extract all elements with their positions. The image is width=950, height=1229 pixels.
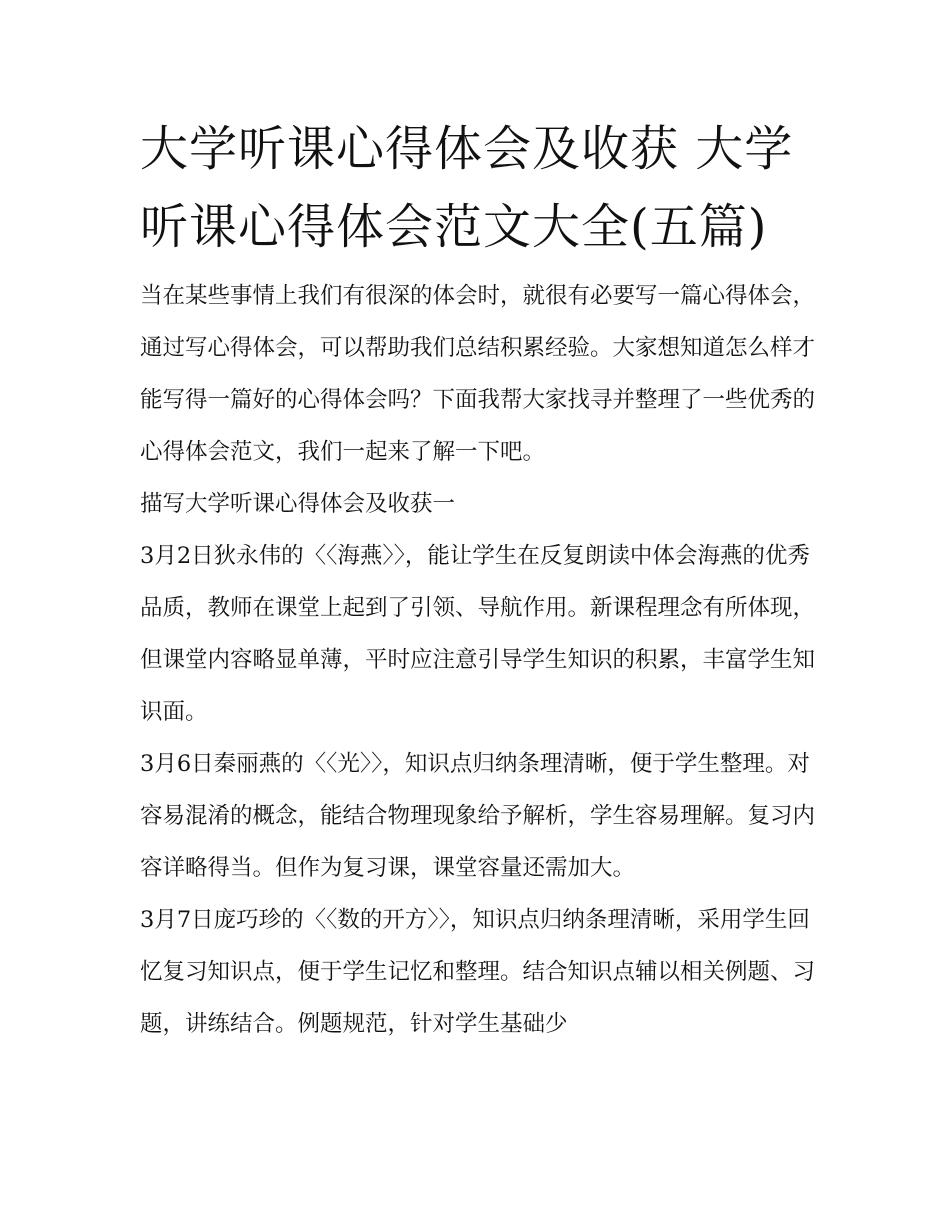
lesson-review-paragraph: 3月6日秦丽燕的〈〈光〉〉，知识点归纳条理清晰，便于学生整理。对容易混淆的概念，能结合物理现象给予解析，学生容易理解。复习内容详略得当。但作为复习课，课堂容量还需加大。 bbox=[140, 751, 816, 881]
lesson-review-paragraph: 3月7日庞巧珍的〈〈数的开方〉〉，知识点归纳条理清晰，采用学生回忆复习知识点，便于学生记忆和整理。结合知识点辅以相关例题、习题，讲练结合。例题规范，针对学生基础少 bbox=[140, 907, 816, 1037]
lesson-review-paragraph: 3月2日狄永伟的〈〈海燕〉〉，能让学生在反复朗读中体会海燕的优秀品质，教师在课堂上起到了引领、导航作用。新课程理念有所体现，但课堂内容略显单薄，平时应注意引导学生知识的积累，丰富学生知识面。 bbox=[140, 543, 816, 725]
document-page bbox=[140, 110, 820, 1050]
document-title: 大学听课心得体会及收获 大学听课心得体会范文大全(五篇) bbox=[140, 121, 794, 255]
section-heading: 描写大学听课心得体会及收获一 bbox=[140, 491, 456, 517]
intro-paragraph: 当在某些事情上我们有很深的体会时，就很有必要写一篇心得体会，通过写心得体会，可以帮助我们总结积累经验。大家想知道怎么样才能写得一篇好的心得体会吗？下面我帮大家找寻并整理了一些优秀的心得体会范文，我们一起来了解一下吧。 bbox=[140, 283, 816, 465]
